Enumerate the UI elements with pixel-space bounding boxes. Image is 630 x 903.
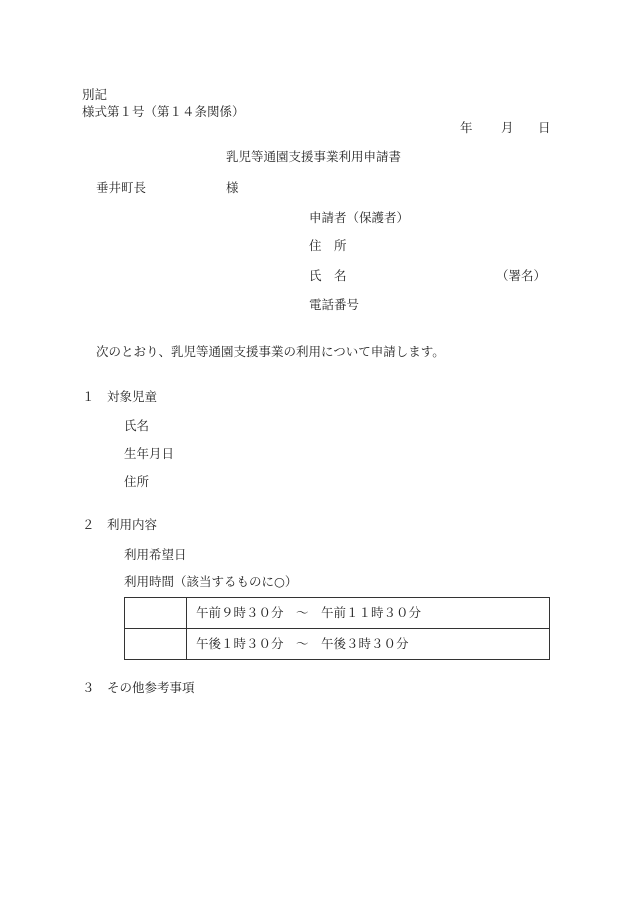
child-birthdate-label: 生年月日 xyxy=(124,446,175,461)
time-option-morning: 午前９時３０分 ～ 午前１１時３０分 xyxy=(187,598,550,629)
date-month-label: 月 xyxy=(501,120,514,135)
time-option-row xyxy=(125,629,550,660)
date-day-label: 日 xyxy=(538,120,551,135)
desired-date-label: 利用希望日 xyxy=(124,547,187,562)
applicant-address-label: 住 所 xyxy=(309,238,347,253)
section2-heading: ２ 利用内容 xyxy=(82,517,158,532)
section1-heading: １ 対象児童 xyxy=(82,389,158,404)
time-option-mark-cell[interactable] xyxy=(125,629,187,660)
child-name-label: 氏名 xyxy=(124,418,150,433)
time-option-afternoon: 午後１時３０分 ～ 午後３時３０分 xyxy=(187,629,550,660)
time-option-mark-cell[interactable] xyxy=(125,598,187,629)
section3-heading: ３ その他参考事項 xyxy=(82,680,195,695)
time-label: 利用時間（該当するものに○） xyxy=(124,574,298,589)
date-year-label: 年 xyxy=(460,120,473,135)
applicant-name-label: 氏 名 xyxy=(309,268,347,283)
document-title: 乳児等通園支援事業利用申請書 xyxy=(226,149,402,164)
form-number: 様式第１号（第１４条関係） xyxy=(82,104,245,119)
applicant-phone-label: 電話番号 xyxy=(309,297,360,312)
betsuki-label: 別記 xyxy=(82,87,108,102)
time-option-row xyxy=(125,598,550,629)
body-text: 次のとおり、乳児等通園支援事業の利用について申請します。 xyxy=(96,344,445,359)
time-options-table xyxy=(124,597,550,660)
addressee-name: 垂井町長 xyxy=(96,180,147,195)
applicant-heading: 申請者（保護者） xyxy=(309,210,410,225)
child-address-label: 住所 xyxy=(124,474,150,489)
addressee-honorific: 様 xyxy=(226,180,239,195)
signature-note: （署名） xyxy=(496,268,547,283)
